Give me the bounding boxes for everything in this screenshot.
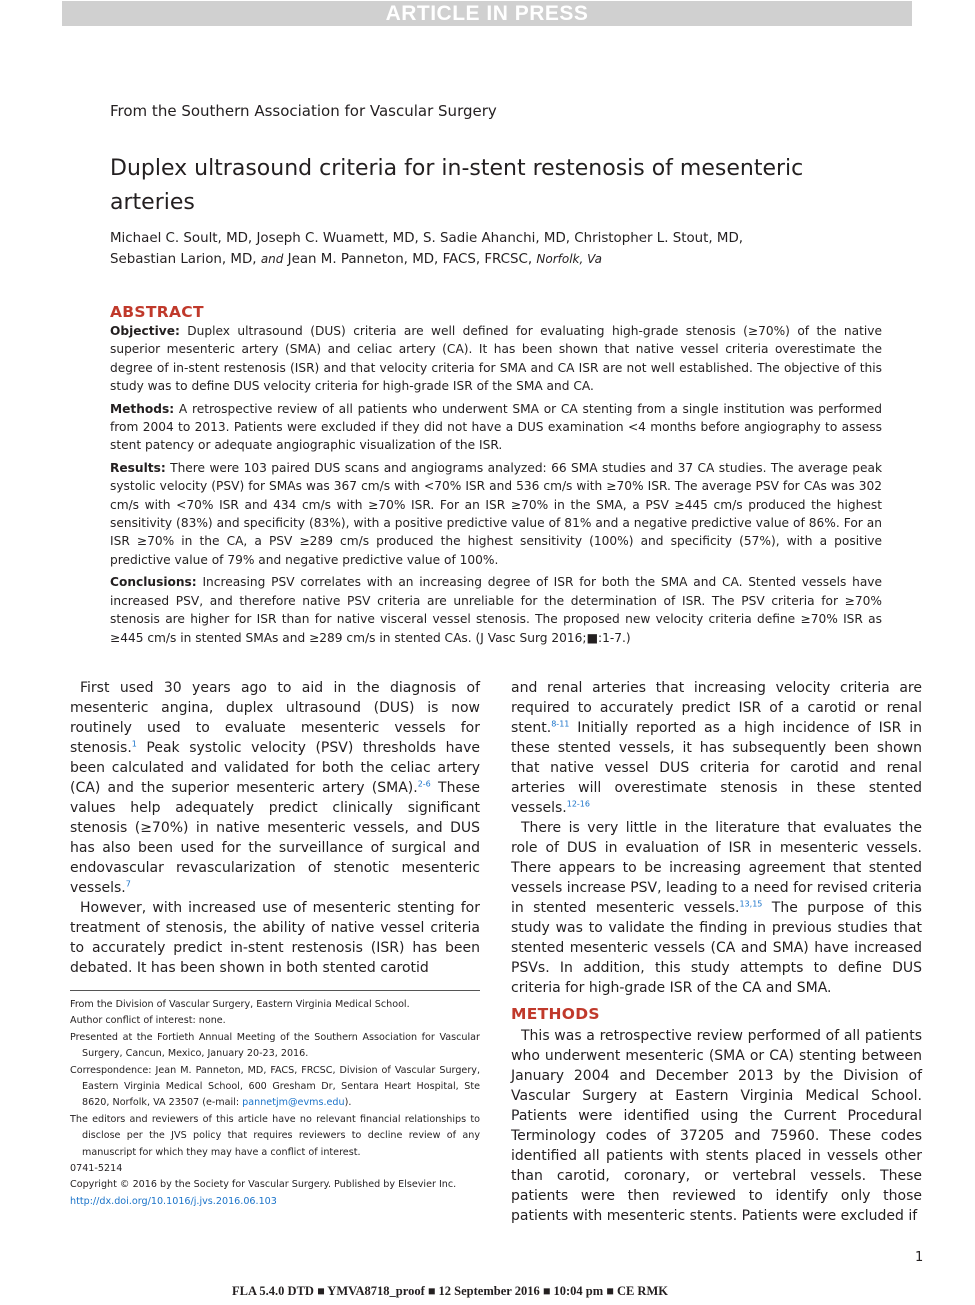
proof-info-line: FLA 5.4.0 DTD ■ YMVA8718_proof ■ 12 September 2016 ■ 10:04 pm ■ CE RMK bbox=[232, 1284, 668, 1298]
abstract-conclusions bbox=[110, 573, 882, 647]
doi-link[interactable]: http://dx.doi.org/10.1016/j.jvs.2016.06.103 bbox=[70, 1195, 277, 1207]
author-location: Norfolk, Va bbox=[536, 252, 602, 266]
intro-p1-text-b: Peak systolic velocity (PSV) thresholds have been calculated and validated for both the celiac artery (CA) and the superior mesenteric artery (SMA). bbox=[70, 740, 480, 796]
footnote-conflict: Author conflict of interest: none. bbox=[70, 1015, 226, 1027]
ref-link[interactable]: 8-11 bbox=[551, 719, 570, 729]
footnote-copyright: Copyright © 2016 by the Society for Vascular Surgery. Published by Elsevier Inc. bbox=[70, 1179, 457, 1191]
article-title: Duplex ultrasound criteria for in-stent restenosis of mesenteric arteries bbox=[110, 156, 804, 215]
footnote-presented: Presented at the Fortieth Annual Meeting of the Southern Association for Vascular Surgery, Cancun, Mexico, January 20-23, 2016. bbox=[70, 1031, 480, 1060]
intro-p3-text-a: and renal arteries that increasing velocity criteria are required to accurately predict ISR of a carotid or renal stent. bbox=[511, 680, 922, 736]
conclusions-label: Conclusions: bbox=[110, 575, 197, 590]
results-label: Results: bbox=[110, 460, 166, 475]
ref-link[interactable]: 1 bbox=[131, 739, 137, 749]
footnote-divider bbox=[70, 990, 480, 991]
intro-p3-text-b: Initially reported as a high incidence of ISR in these stented vessels, it has subsequently been shown that native vessel DUS criteria for carotid and renal arteries will overestimate stenosis in these stented vessels. bbox=[511, 720, 922, 816]
methods-label: Methods: bbox=[110, 401, 175, 416]
methods-text: A retrospective review of all patients who underwent SMA or CA stenting from a single institution was performed from 2004 to 2013. Patients were excluded if they did not have a DUS examination <4 months before angiography to assess stent patency or adequate angiographic visualization of the ISR. bbox=[110, 401, 883, 453]
authors-line2b: Jean M. Panneton, MD, FACS, FRCSC, bbox=[287, 252, 533, 267]
left-column bbox=[70, 678, 480, 978]
intro-p1-text-a: First used 30 years ago to aid in the diagnosis of mesenteric angina, duplex ultrasound (DUS) is now routinely used to evaluate mesenteric vessels for stenosis. bbox=[70, 680, 480, 756]
society-line: From the Southern Association for Vascular Surgery bbox=[110, 102, 497, 120]
right-column bbox=[511, 678, 922, 1226]
abstract-body bbox=[110, 322, 882, 651]
objective-text: Duplex ultrasound (DUS) criteria are well defined for evaluating high-grade stenosis (≥70%) of the native superior mesenteric artery (SMA) and celiac artery (CA). It has been shown that native vessel criteria overestimate the degree of in-stent restenosis (ISR) and that velocity criteria for SMA and CA ISR are not well established. The objective of this study was to define DUS velocity criteria for high-grade ISR of the SMA and CA. bbox=[110, 324, 883, 394]
correspondence-end: ). bbox=[344, 1097, 352, 1109]
footnote-correspondence bbox=[70, 1063, 480, 1112]
intro-paragraph-4 bbox=[511, 818, 922, 998]
results-text: There were 103 paired DUS scans and angiograms analyzed: 66 SMA studies and 37 CA studies. The average peak systolic velocity (PSV) for SMAs was 367 cm/s with <70% ISR and 536 cm/s with ≥70% ISR. The average PSV for CAs was 302 cm/s with <70% ISR and 434 cm/s with ≥70% ISR. For an ISR ≥70% in the SMA, a PSV ≥445 cm/s produced the highest sensitivity (83%) and specificity (83%), with a positive predictive value of 81% and a negative predictive value of 86%. For an ISR ≥70% in the CA, a PSV ≥289 cm/s produced the highest sensitivity (100%) and specificity (57%), with a positive predictive value of 79% and negative predictive value of 100%. bbox=[110, 460, 883, 567]
methods-paragraph: This was a retrospective review performed of all patients who underwent mesenteric (SMA or CA) stenting between January 2004 and December 2013 by the Division of Vascular Surgery at Eastern Virginia Medical School. Patients were identified using the Current Procedural Terminology codes of 37205 and 75960. These codes identified all patients with stents placed in vessels other than carotid, coronary, or vertebral vessels. These patients were then reviewed to identify only those patients with mesenteric stents. Patients were excluded if bbox=[511, 1028, 922, 1224]
authors-and: and bbox=[260, 252, 284, 266]
email-link[interactable]: pannetjm@evms.edu bbox=[242, 1097, 345, 1109]
page-number: 1 bbox=[915, 1250, 924, 1265]
intro-p4-text-a: There is very little in the literature that evaluates the role of DUS in evaluation of ISR in mesenteric vessels. There appears to be increasing agreement that stented vessels increase PSV, leading to a need for revised criteria in stented mesenteric vessels. bbox=[511, 820, 922, 916]
abstract-objective bbox=[110, 322, 882, 396]
intro-paragraph-2: However, with increased use of mesenteric stenting for treatment of stenosis, the ability of native vessel criteria to accurately predict in-stent restenosis (ISR) has been debated. It has been shown in both stented carotid bbox=[70, 900, 480, 976]
authors-line1: Michael C. Soult, MD, Joseph C. Wuamett, MD, S. Sadie Ahanchi, MD, Christopher L. Stout, MD, bbox=[110, 231, 744, 246]
abstract-methods bbox=[110, 400, 882, 455]
intro-paragraph-1 bbox=[70, 678, 480, 898]
methods-heading: METHODS bbox=[511, 1005, 600, 1023]
authors-line2a: Sebastian Larion, MD, bbox=[110, 252, 257, 267]
author-list bbox=[110, 229, 870, 270]
ref-link[interactable]: 13,15 bbox=[739, 899, 763, 909]
footnote-issn: 0741-5214 bbox=[70, 1163, 123, 1175]
abstract-results bbox=[110, 459, 882, 569]
footnote-affiliation: From the Division of Vascular Surgery, Eastern Virginia Medical School. bbox=[70, 999, 410, 1010]
article-in-press-banner: ARTICLE IN PRESS bbox=[62, 1, 912, 26]
intro-p4-text-b: The purpose of this study was to validate the finding in previous studies that stented mesenteric vessels (CA and SMA) have increased PSVs. In addition, this study attempts to define DUS criteria for high-grade ISR of the CA and SMA. bbox=[511, 900, 922, 996]
objective-label: Objective: bbox=[110, 324, 180, 338]
footnote-editors: The editors and reviewers of this article have no relevant financial relationships to disclose per the JVS policy that requires reviewers to decline review of any manuscript for which they may have a conflict of interest. bbox=[70, 1113, 480, 1158]
intro-p1-text-c: These values help adequately predict clinically significant stenosis (≥70%) in native mesenteric vessels, and DUS has also been used for the surveillance of surgical and endovascular revascularization of stenotic mesenteric vessels. bbox=[70, 780, 480, 896]
footnotes bbox=[70, 997, 480, 1210]
abstract-heading: ABSTRACT bbox=[110, 303, 204, 321]
correspondence-text: Correspondence: Jean M. Panneton, MD, FACS, FRCSC, Division of Vascular Surgery, Eastern Virginia Medical School, 600 Gresham Dr, Sentara Heart Hospital, Ste 8620, Norfolk, VA 23507 (e-mail: bbox=[70, 1064, 480, 1109]
ref-link[interactable]: 7 bbox=[125, 879, 131, 889]
conclusions-text: Increasing PSV correlates with an increasing degree of ISR for both the SMA and CA. Stented vessels have increased PSV, and therefore native PSV criteria are unreliable for the determination of ISR. The PSV criteria for ≥70% stenosis are higher for ISR than for native visceral vessel stenosis. The proposed new velocity criteria define ≥70% ISR as ≥445 cm/s in stented SMAs and ≥289 cm/s in stented CAs. (J Vasc Surg 2016;■:1-7.) bbox=[110, 575, 882, 645]
ref-link[interactable]: 2-6 bbox=[417, 779, 431, 789]
ref-link[interactable]: 12-16 bbox=[566, 799, 590, 809]
intro-paragraph-3 bbox=[511, 678, 922, 818]
